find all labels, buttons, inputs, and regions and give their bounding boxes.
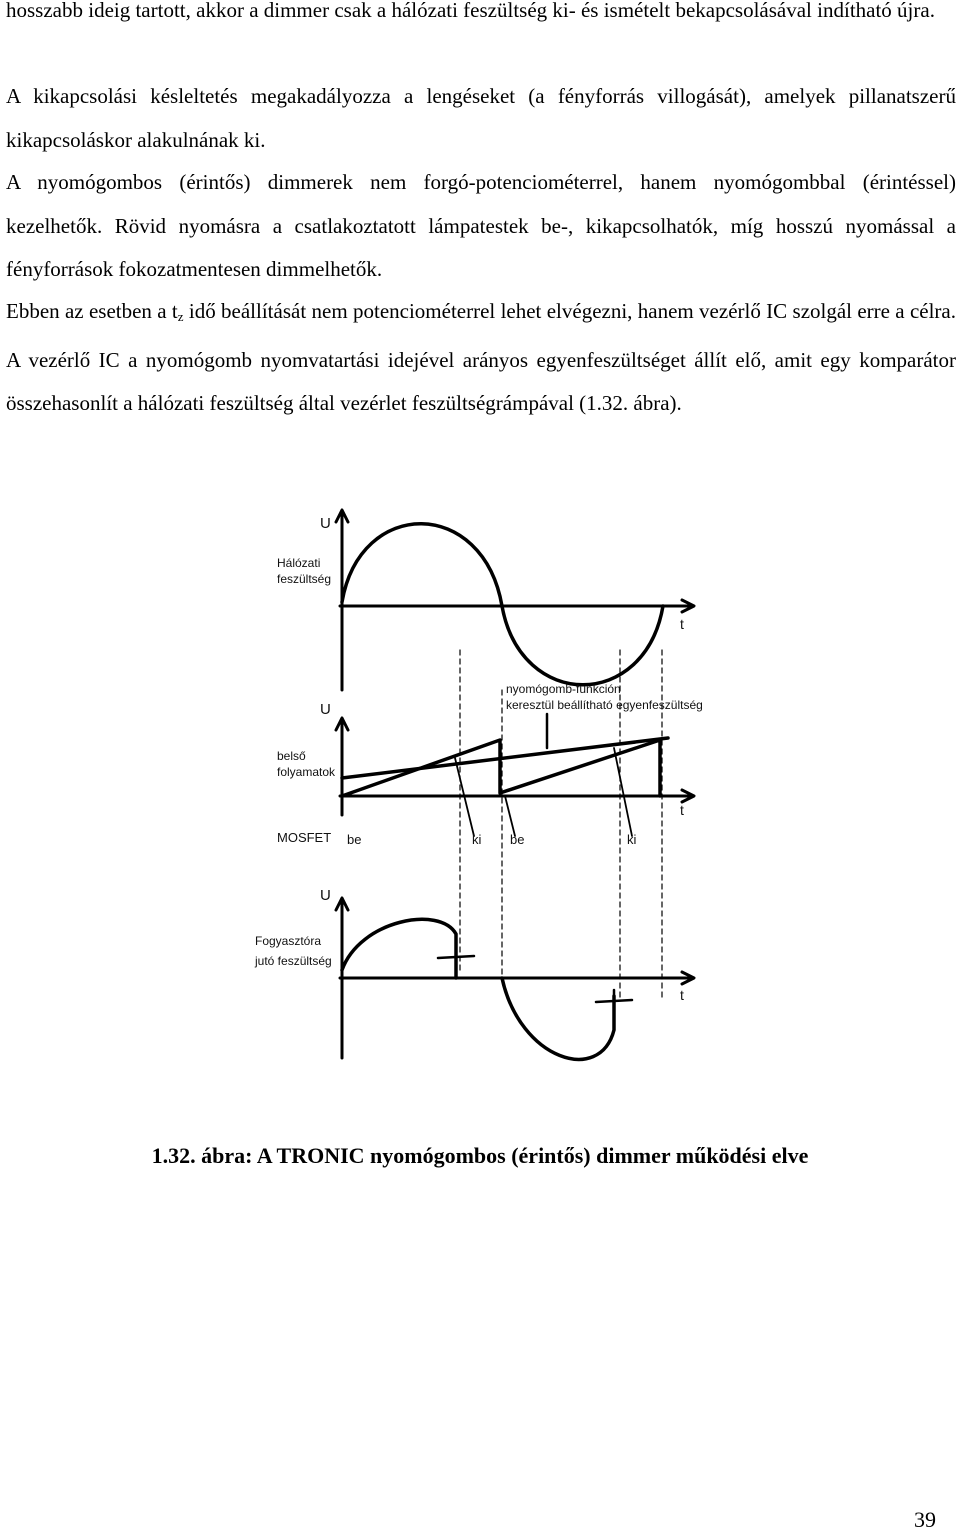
dimmer-timing-diagram [0,500,960,1080]
panel1-label-line1: Hálózati [277,556,321,570]
panel3-u-label: U [320,887,331,904]
panel1-t-label: t [680,616,684,632]
panel1-label-line2: feszültség [277,572,332,586]
panel2-label-line1: belső [277,749,306,763]
mosfet-be-2: be [510,832,525,847]
mosfet-be-1: be [347,832,362,847]
mosfet-ki-1: ki [472,832,482,847]
paragraph-delay: A kikapcsolási késleltetés megakadályozza a lengéseket (a fényforrás villogását), amelyek pillanatszerű kikapcsoláskor alakulnának ki. [6,84,956,152]
annotation-line2: keresztül beállítható egyenfeszültség [506,698,703,712]
mains-sine-wave [342,524,663,685]
panel2-label-line2: folyamatok [277,765,336,779]
panel3-label-line1: Fogyasztóra [255,934,322,948]
load-voltage-pos-halfwave [342,919,456,978]
paragraph-control-ic-start: Ebben az esetben a t [6,299,178,323]
paragraph-pushbutton: A nyomógombos (érintős) dimmerek nem forgó-potenciométerrel, hanem nyomógombbal (érintéssel) kezelhetők. Rövid nyomásra a csatlakoztatott lámpatestek be-, kikapcsolhatók, míg hosszú nyomással a fényforrások fokozatmentesen dimmelhetők. [6,170,956,281]
leader-ki2 [614,748,632,836]
mosfet-ki-2: ki [627,832,637,847]
figure-caption: 1.32. ábra: A TRONIC nyomógombos (érintős) dimmer működési elve [151,1143,809,1168]
panel2-t-label: t [680,802,684,818]
paragraph-continuation: hosszabb ideig tartott, akkor a dimmer csak a hálózati feszültség ki- és ismételt bekapcsolásával indítható újra. [6,0,935,22]
cut-marker-1 [438,946,474,970]
panel3-t-label: t [680,987,684,1003]
paragraph-control-ic-rest: idő beállítását nem potenciométerrel lehet elvégezni, hanem vezérlő IC szolgál erre a célra. A vezérlő IC a nyomógomb nyomvatartási idejével arányos egyenfeszültséget állít elő, amit egy komparátor összehasonlít a hálózati feszültség által vezérlet feszültségrámpával (1.32. ábra). [6,299,956,415]
panel2-u-label: U [320,701,331,718]
mosfet-label: MOSFET [277,830,332,845]
annotation-line1: nyomógomb-funkción [506,682,621,696]
page-number: 39 [914,1507,936,1532]
paragraph-control-ic [6,290,956,426]
ramp-sawtooth [342,740,660,796]
cut-marker-2 [596,990,632,1014]
leader-be2 [505,796,515,836]
panel1-u-label: U [320,515,331,532]
panel3-label-line2: jutó feszültség [255,954,332,968]
load-voltage-neg-halfwave [502,978,614,1059]
subscript-z: z [177,309,184,324]
